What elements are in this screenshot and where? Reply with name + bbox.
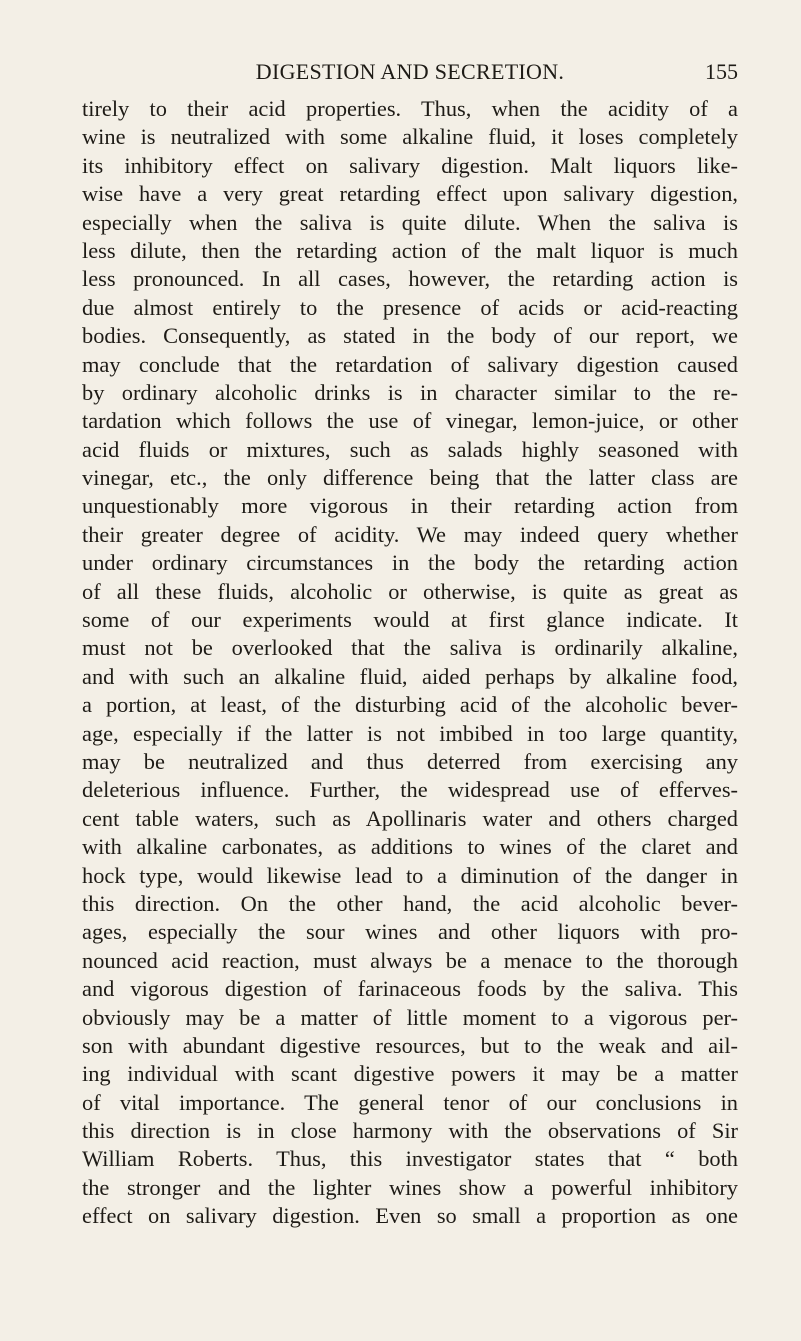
text-line: especially when the saliva is quite dilute. When the saliva is (82, 209, 738, 235)
text-line: unquestionably more vigorous in their retarding action from (82, 493, 738, 519)
text-line: of vital importance. The general tenor of our conclusions in (82, 1089, 738, 1115)
text-line: deleterious influence. Further, the widespread use of efferves- (82, 777, 738, 803)
text-line: bodies. Consequently, as stated in the body of our report, we (82, 323, 738, 349)
text-line: may be neutralized and thus deterred from exercising any (82, 748, 738, 774)
text-line: tirely to their acid properties. Thus, when the acidity of a (82, 96, 738, 121)
text-line: and with such an alkaline fluid, aided perhaps by alkaline food, (82, 663, 738, 689)
text-line: must not be overlooked that the saliva is ordinarily alkaline, (82, 635, 738, 661)
text-line: hock type, would likewise lead to a diminution of the danger in (82, 862, 738, 888)
text-line: of all these fluids, alcoholic or otherwise, is quite as great as (82, 578, 738, 604)
text-line: ing individual with scant digestive powers it may be a matter (82, 1061, 738, 1087)
text-line: a portion, at least, of the disturbing acid of the alcoholic bever- (82, 692, 738, 718)
text-line: less pronounced. In all cases, however, the retarding action is (82, 266, 738, 292)
text-line: obviously may be a matter of little moment to a vigorous per- (82, 1004, 738, 1030)
text-line: some of our experiments would at first glance indicate. It (82, 607, 738, 633)
body-text (82, 95, 738, 1231)
text-line: by ordinary alcoholic drinks is in character similar to the re- (82, 379, 738, 405)
text-line: wine is neutralized with some alkaline fluid, it loses completely (82, 124, 738, 150)
text-line: age, especially if the latter is not imbibed in too large quantity, (82, 720, 738, 746)
text-line: less dilute, then the retarding action of the malt liquor is much (82, 237, 738, 263)
text-line: and vigorous digestion of farinaceous foods by the saliva. This (82, 976, 738, 1002)
text-line: vinegar, etc., the only difference being that the latter class are (82, 465, 738, 491)
text-line: this direction is in close harmony with the observations of Sir (82, 1118, 738, 1144)
text-line: with alkaline carbonates, as additions to wines of the claret and (82, 834, 738, 860)
text-line: son with abundant digestive resources, but to the weak and ail- (82, 1032, 738, 1058)
text-line: wise have a very great retarding effect upon salivary digestion, (82, 181, 738, 207)
text-line: its inhibitory effect on salivary digestion. Malt liquors like- (82, 152, 738, 178)
running-head (82, 57, 738, 87)
text-line: effect on salivary digestion. Even so small a proportion as one (82, 1203, 738, 1229)
text-line: nounced acid reaction, must always be a menace to the thorough (82, 947, 738, 973)
text-line: this direction. On the other hand, the acid alcoholic bever- (82, 890, 738, 916)
text-line: their greater degree of acidity. We may indeed query whether (82, 521, 738, 547)
text-line: acid fluids or mixtures, such as salads highly seasoned with (82, 436, 738, 462)
text-line: the stronger and the lighter wines show a powerful inhibitory (82, 1174, 738, 1200)
text-line: may conclude that the retardation of salivary digestion caused (82, 351, 738, 377)
page-number: 155 (705, 59, 738, 84)
text-line: tardation which follows the use of vinegar, lemon-juice, or other (82, 408, 738, 434)
text-line: cent table waters, such as Apollinaris water and others charged (82, 805, 738, 831)
text-line: William Roberts. Thus, this investigator states that “ both (82, 1146, 738, 1172)
text-line: due almost entirely to the presence of acids or acid-reacting (82, 294, 738, 320)
text-line: under ordinary circumstances in the body the retarding action (82, 550, 738, 576)
text-line: ages, especially the sour wines and other liquors with pro- (82, 919, 738, 945)
running-title: DIGESTION AND SECRETION. (255, 59, 565, 84)
